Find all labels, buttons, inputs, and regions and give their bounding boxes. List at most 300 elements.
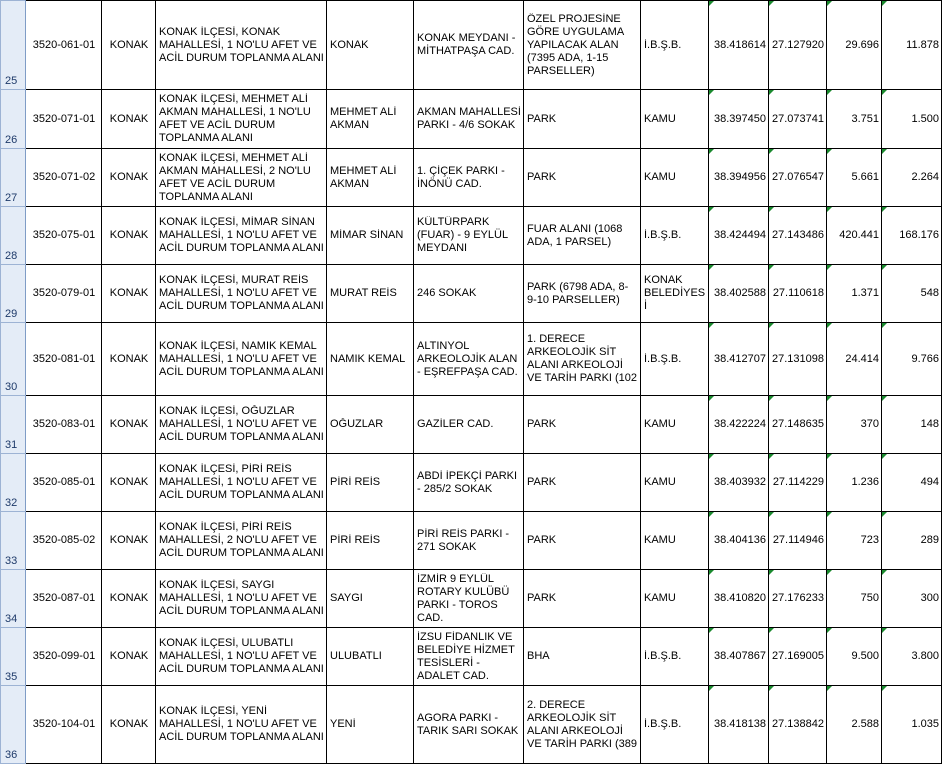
cell-note[interactable]: [524, 207, 641, 265]
cell-area[interactable]: [827, 570, 882, 628]
cell-latitude[interactable]: [709, 628, 769, 686]
cell-area-text: 5.661: [851, 171, 879, 183]
cell-code-text: 3520-079-01: [32, 287, 96, 299]
cell-description[interactable]: [156, 207, 327, 265]
cell-note-text: BHA: [527, 650, 550, 662]
cell-location[interactable]: [414, 570, 524, 628]
cell-note-text: PARK: [527, 476, 557, 488]
cell-latitude-text: 38.418614: [714, 38, 766, 51]
cell-longitude[interactable]: [769, 265, 827, 323]
cell-code[interactable]: [26, 570, 102, 628]
cell-capacity-text: 494: [920, 476, 939, 488]
row-header[interactable]: [1, 454, 26, 512]
cell-note[interactable]: [524, 628, 641, 686]
cell-neighborhood[interactable]: [327, 1, 414, 90]
cell-note[interactable]: [524, 570, 641, 628]
cell-district[interactable]: [102, 90, 156, 149]
cell-district-text: KONAK: [109, 534, 149, 546]
cell-area[interactable]: [827, 686, 882, 764]
cell-description-text: KONAK İLÇESİ, OĞUZLAR MAHALLESİ, 1 NO'LU AFET VE ACİL DURUM TOPLANMA ALANI: [159, 405, 324, 443]
cell-district[interactable]: [102, 207, 156, 265]
cell-location-text: AKMAN MAHALLESİ PARKI - 4/6 SOKAK: [417, 106, 521, 131]
row-header-text: 28: [5, 250, 18, 262]
cell-latitude-text: 38.403932: [714, 476, 766, 488]
row-header[interactable]: [1, 512, 26, 570]
cell-code-text: 3520-099-01: [32, 650, 96, 662]
cell-description[interactable]: [156, 628, 327, 686]
cell-capacity[interactable]: [882, 149, 942, 207]
cell-description-text: KONAK İLÇESİ, MİMAR SİNAN MAHALLESİ, 1 NO'LU AFET VE ACİL DURUM TOPLANMA ALANI: [159, 216, 324, 254]
cell-district[interactable]: [102, 512, 156, 570]
cell-capacity[interactable]: [882, 628, 942, 686]
cell-longitude[interactable]: [769, 570, 827, 628]
cell-district[interactable]: [102, 686, 156, 764]
cell-note[interactable]: [524, 265, 641, 323]
cell-area-text: 723: [860, 534, 879, 546]
cell-code[interactable]: [26, 90, 102, 149]
cell-district[interactable]: [102, 323, 156, 396]
cell-code-text: 3520-083-01: [32, 418, 96, 430]
cell-area-text: 1.371: [851, 287, 879, 299]
cell-latitude-text: 38.404136: [714, 534, 766, 546]
cell-note[interactable]: [524, 1, 641, 90]
cell-note-text: 1. DERECE ARKEOLOJİK SİT ALANI ARKEOLOJİ VE TARİH PARKI (102: [527, 333, 638, 384]
cell-capacity[interactable]: [882, 454, 942, 512]
cell-owner[interactable]: [641, 207, 709, 265]
cell-neighborhood[interactable]: [327, 90, 414, 149]
cell-longitude-text: 27.148635: [772, 418, 824, 430]
table-row: [1, 90, 942, 149]
cell-owner-text: KAMU: [644, 476, 676, 488]
row-header-text: 34: [5, 613, 18, 625]
cell-neighborhood[interactable]: [327, 207, 414, 265]
cell-owner-text: KAMU: [644, 534, 676, 546]
cell-neighborhood-text: KONAK: [330, 38, 369, 51]
cell-code-text: 3520-085-01: [32, 476, 96, 488]
row-header-text: 29: [5, 308, 18, 320]
cell-code[interactable]: [26, 396, 102, 454]
cell-capacity-text: 9.766: [911, 352, 939, 365]
cell-description-text: KONAK İLÇESİ, MURAT REİS MAHALLESİ, 1 NO'LU AFET VE ACİL DURUM TOPLANMA ALANI: [159, 274, 324, 312]
cell-capacity[interactable]: [882, 265, 942, 323]
cell-longitude-text: 27.143486: [772, 229, 824, 241]
cell-capacity[interactable]: [882, 323, 942, 396]
row-header-text: 31: [5, 439, 18, 451]
cell-note-text: FUAR ALANI (1068 ADA, 1 PARSEL): [527, 222, 623, 248]
cell-location[interactable]: [414, 207, 524, 265]
row-header-text: 35: [5, 671, 18, 683]
cell-longitude[interactable]: [769, 90, 827, 149]
cell-longitude-text: 27.114946: [772, 534, 824, 546]
cell-code-text: 3520-071-01: [32, 112, 96, 125]
cell-district-text: KONAK: [109, 229, 149, 241]
cell-longitude-text: 27.110618: [772, 287, 824, 299]
cell-capacity-text: 168.176: [899, 229, 939, 241]
cell-owner[interactable]: [641, 149, 709, 207]
cell-description-text: KONAK İLÇESİ, PİRİ REİS MAHALLESİ, 2 NO'LU AFET VE ACİL DURUM TOPLANMA ALANI: [159, 521, 324, 559]
cell-location-text: KONAK MEYDANI - MİTHATPAŞA CAD.: [417, 32, 516, 57]
table-row: [1, 396, 942, 454]
cell-note[interactable]: [524, 512, 641, 570]
cell-capacity-text: 548: [920, 287, 939, 299]
cell-description[interactable]: [156, 512, 327, 570]
cell-longitude[interactable]: [769, 512, 827, 570]
cell-capacity-text: 300: [920, 592, 939, 604]
cell-code[interactable]: [26, 1, 102, 90]
cell-owner-text: İ.B.Ş.B.: [644, 352, 682, 365]
cell-note[interactable]: [524, 323, 641, 396]
cell-location-text: İZSU FİDANLIK VE BELEDİYE HİZMET TESİSLERİ - ADALET CAD.: [417, 630, 515, 682]
cell-longitude-text: 27.176233: [772, 592, 824, 604]
cell-code[interactable]: [26, 686, 102, 764]
cell-location-text: PİRİ REİS PARKI - 271 SOKAK: [417, 527, 510, 553]
cell-location-text: AGORA PARKI - TARIK SARI SOKAK: [417, 711, 519, 737]
cell-longitude-text: 27.114229: [772, 476, 824, 488]
cell-area-text: 29.696: [845, 38, 879, 51]
cell-latitude[interactable]: [709, 396, 769, 454]
cell-area[interactable]: [827, 323, 882, 396]
cell-description[interactable]: [156, 570, 327, 628]
cell-area-text: 3.751: [851, 112, 879, 125]
cell-neighborhood[interactable]: [327, 454, 414, 512]
cell-district[interactable]: [102, 628, 156, 686]
cell-owner[interactable]: [641, 570, 709, 628]
cell-capacity[interactable]: [882, 512, 942, 570]
cell-area[interactable]: [827, 628, 882, 686]
cell-location-text: ALTINYOL ARKEOLOJİK ALAN - EŞREFPAŞA CAD.: [417, 339, 518, 378]
cell-note-text: ÖZEL PROJESİNE GÖRE UYGULAMA YAPILACAK ALAN (7395 ADA, 1-15 PARSELLER): [527, 12, 624, 77]
table-row: [1, 454, 942, 512]
cell-latitude[interactable]: [709, 454, 769, 512]
cell-description-text: KONAK İLÇESİ, MEHMET ALİ AKMAN MAHALLESİ, 1 NO'LU AFET VE ACİL DURUM TOPLANMA ALANI: [159, 93, 311, 144]
table-row: [1, 512, 942, 570]
cell-description[interactable]: [156, 454, 327, 512]
cell-owner[interactable]: [641, 686, 709, 764]
cell-neighborhood[interactable]: [327, 628, 414, 686]
cell-longitude[interactable]: [769, 149, 827, 207]
cell-neighborhood[interactable]: [327, 149, 414, 207]
row-header[interactable]: [1, 90, 26, 149]
cell-code[interactable]: [26, 628, 102, 686]
cell-capacity[interactable]: [882, 686, 942, 764]
cell-location-text: ABDİ İPEKÇİ PARKI - 285/2 SOKAK: [417, 469, 518, 495]
cell-district-text: KONAK: [109, 287, 149, 299]
cell-code[interactable]: [26, 265, 102, 323]
cell-location-text: GAZİLER CAD.: [417, 418, 494, 430]
cell-neighborhood[interactable]: [327, 512, 414, 570]
cell-neighborhood-text: MEHMET ALİ AKMAN: [330, 106, 397, 131]
cell-neighborhood[interactable]: [327, 570, 414, 628]
cell-owner[interactable]: [641, 512, 709, 570]
row-header[interactable]: [1, 628, 26, 686]
cell-description-text: KONAK İLÇESİ, PİRİ REİS MAHALLESİ, 1 NO'LU AFET VE ACİL DURUM TOPLANMA ALANI: [159, 463, 324, 501]
cell-neighborhood-text: OĞUZLAR: [330, 418, 384, 430]
cell-district-text: KONAK: [109, 352, 149, 365]
cell-area[interactable]: [827, 265, 882, 323]
cell-longitude[interactable]: [769, 396, 827, 454]
cell-area-text: 750: [860, 592, 879, 604]
cell-description[interactable]: [156, 149, 327, 207]
cell-neighborhood-text: ULUBATLI: [330, 650, 382, 662]
cell-description[interactable]: [156, 90, 327, 149]
cell-latitude[interactable]: [709, 265, 769, 323]
row-header[interactable]: [1, 1, 26, 90]
cell-capacity-text: 3.800: [911, 650, 939, 662]
cell-neighborhood-text: PİRİ REİS: [330, 476, 381, 488]
cell-code-text: 3520-061-01: [32, 38, 96, 51]
cell-district-text: KONAK: [109, 418, 149, 430]
row-header-text: 33: [5, 555, 18, 567]
cell-latitude[interactable]: [709, 570, 769, 628]
cell-description[interactable]: [156, 396, 327, 454]
row-header-text: 27: [5, 192, 18, 204]
cell-note[interactable]: [524, 454, 641, 512]
cell-longitude[interactable]: [769, 628, 827, 686]
cell-description-text: KONAK İLÇESİ, NAMIK KEMAL MAHALLESİ, 1 NO'LU AFET VE ACİL DURUM TOPLANMA ALANI: [159, 339, 324, 378]
cell-location[interactable]: [414, 90, 524, 149]
cell-owner-text: KAMU: [644, 418, 676, 430]
cell-neighborhood-text: MEHMET ALİ AKMAN: [330, 164, 397, 190]
table-row: [1, 323, 942, 396]
cell-location[interactable]: [414, 323, 524, 396]
cell-capacity[interactable]: [882, 396, 942, 454]
row-header[interactable]: [1, 323, 26, 396]
cell-location-text: KÜLTÜRPARK (FUAR) - 9 EYLÜL MEYDANI: [417, 216, 508, 254]
row-header-text: 36: [5, 749, 18, 761]
cell-capacity[interactable]: [882, 570, 942, 628]
cell-capacity-text: 1.035: [911, 718, 939, 730]
cell-location[interactable]: [414, 628, 524, 686]
cell-longitude-text: 27.138842: [772, 718, 824, 730]
cell-latitude-text: 38.394956: [714, 171, 766, 183]
cell-note[interactable]: [524, 90, 641, 149]
cell-owner-text: İ.B.Ş.B.: [644, 718, 682, 730]
cell-area-text: 2.588: [851, 718, 879, 730]
cell-capacity-text: 148: [920, 418, 939, 430]
cell-note[interactable]: [524, 396, 641, 454]
row-header-text: 25: [5, 75, 18, 87]
cell-location-text: İZMİR 9 EYLÜL ROTARY KULÜBÜ PARKI - TOROS CAD.: [417, 572, 510, 624]
cell-district[interactable]: [102, 149, 156, 207]
row-header[interactable]: [1, 149, 26, 207]
cell-district-text: KONAK: [109, 718, 149, 730]
cell-description-text: KONAK İLÇESİ, KONAK MAHALLESİ, 1 NO'LU AFET VE ACİL DURUM TOPLANMA ALANI: [159, 25, 324, 64]
cell-owner[interactable]: [641, 90, 709, 149]
cell-note-text: 2. DERECE ARKEOLOJİK SİT ALANI ARKEOLOJİ VE TARİH PARKI (389: [527, 698, 638, 750]
cell-neighborhood-text: SAYGI: [330, 592, 363, 604]
cell-note[interactable]: [524, 686, 641, 764]
row-header[interactable]: [1, 207, 26, 265]
row-header-text: 30: [5, 381, 18, 393]
cell-location[interactable]: [414, 1, 524, 90]
cell-code-text: 3520-087-01: [32, 592, 96, 604]
cell-latitude-text: 38.422224: [714, 418, 766, 430]
cell-capacity[interactable]: [882, 207, 942, 265]
cell-description[interactable]: [156, 686, 327, 764]
table-row: [1, 686, 942, 764]
cell-district[interactable]: [102, 454, 156, 512]
cell-longitude-text: 27.127920: [772, 38, 824, 51]
cell-latitude[interactable]: [709, 323, 769, 396]
cell-owner-text: KAMU: [644, 112, 676, 125]
cell-owner[interactable]: [641, 454, 709, 512]
cell-description-text: KONAK İLÇESİ, YENİ MAHALLESİ, 1 NO'LU AFET VE ACİL DURUM TOPLANMA ALANI: [159, 705, 324, 743]
cell-latitude-text: 38.410820: [714, 592, 766, 604]
cell-district-text: KONAK: [109, 650, 149, 662]
row-header-text: 32: [5, 497, 18, 509]
cell-owner[interactable]: [641, 628, 709, 686]
table-row: [1, 570, 942, 628]
cell-owner-text: KONAK BELEDİYESİ: [644, 274, 706, 312]
row-header[interactable]: [1, 570, 26, 628]
cell-capacity[interactable]: [882, 90, 942, 149]
cell-owner-text: İ.B.Ş.B.: [644, 650, 682, 662]
cell-latitude-text: 38.412707: [714, 352, 766, 365]
cell-capacity-text: 1.500: [911, 112, 939, 125]
cell-latitude[interactable]: [709, 1, 769, 90]
cell-capacity-text: 289: [920, 534, 939, 546]
cell-note-text: PARK: [527, 534, 557, 546]
table-row: [1, 149, 942, 207]
cell-owner[interactable]: [641, 323, 709, 396]
cell-neighborhood-text: PİRİ REİS: [330, 534, 381, 546]
cell-latitude[interactable]: [709, 512, 769, 570]
cell-district-text: KONAK: [109, 171, 149, 183]
cell-district[interactable]: [102, 1, 156, 90]
cell-area[interactable]: [827, 1, 882, 90]
cell-code[interactable]: [26, 454, 102, 512]
table-row: [1, 207, 942, 265]
cell-description-text: KONAK İLÇESİ, MEHMET ALİ AKMAN MAHALLESİ, 2 NO'LU AFET VE ACİL DURUM TOPLANMA ALANI: [159, 151, 311, 203]
cell-code[interactable]: [26, 323, 102, 396]
cell-longitude-text: 27.073741: [772, 112, 824, 125]
cell-note-text: PARK: [527, 418, 557, 430]
row-header-text: 26: [5, 134, 18, 146]
cell-district[interactable]: [102, 570, 156, 628]
table-row: [1, 265, 942, 323]
cell-neighborhood-text: YENİ: [330, 718, 356, 730]
cell-neighborhood-text: MURAT REİS: [330, 287, 397, 299]
cell-district-text: KONAK: [109, 38, 149, 51]
cell-code[interactable]: [26, 149, 102, 207]
cell-neighborhood[interactable]: [327, 686, 414, 764]
cell-latitude[interactable]: [709, 207, 769, 265]
cell-code-text: 3520-104-01: [32, 718, 96, 730]
cell-code[interactable]: [26, 512, 102, 570]
cell-neighborhood-text: NAMIK KEMAL: [330, 352, 406, 365]
cell-note-text: PARK (6798 ADA, 8-9-10 PARSELLER): [527, 280, 629, 306]
cell-longitude-text: 27.076547: [772, 171, 824, 183]
cell-district[interactable]: [102, 396, 156, 454]
cell-district-text: KONAK: [109, 476, 149, 488]
cell-location[interactable]: [414, 512, 524, 570]
cell-note-text: PARK: [527, 171, 557, 183]
cell-neighborhood[interactable]: [327, 265, 414, 323]
cell-longitude[interactable]: [769, 1, 827, 90]
cell-capacity-text: 11.878: [906, 38, 939, 51]
cell-note[interactable]: [524, 149, 641, 207]
cell-note-text: PARK: [527, 592, 557, 604]
cell-owner[interactable]: [641, 265, 709, 323]
cell-area[interactable]: [827, 454, 882, 512]
cell-area-text: 1.236: [851, 476, 879, 488]
cell-area-text: 420.441: [839, 229, 879, 241]
cell-description-text: KONAK İLÇESİ, SAYGI MAHALLESİ, 1 NO'LU AFET VE ACİL DURUM TOPLANMA ALANI: [159, 579, 324, 617]
cell-location[interactable]: [414, 265, 524, 323]
cell-location[interactable]: [414, 396, 524, 454]
cell-description[interactable]: [156, 265, 327, 323]
cell-latitude[interactable]: [709, 149, 769, 207]
cell-code[interactable]: [26, 207, 102, 265]
cell-latitude[interactable]: [709, 686, 769, 764]
cell-longitude-text: 27.131098: [772, 352, 824, 365]
cell-latitude-text: 38.402588: [714, 287, 766, 299]
cell-area[interactable]: [827, 207, 882, 265]
row-header[interactable]: [1, 686, 26, 764]
cell-owner[interactable]: [641, 396, 709, 454]
cell-description-text: KONAK İLÇESİ, ULUBATLI MAHALLESİ, 1 NO'LU AFET VE ACİL DURUM TOPLANMA ALANI: [159, 637, 324, 675]
cell-longitude[interactable]: [769, 454, 827, 512]
row-header[interactable]: [1, 265, 26, 323]
table-row: [1, 628, 942, 686]
cell-location-text: 246 SOKAK: [417, 287, 477, 299]
cell-capacity-text: 2.264: [911, 171, 939, 183]
cell-latitude-text: 38.424494: [714, 229, 766, 241]
cell-area[interactable]: [827, 149, 882, 207]
cell-district-text: KONAK: [109, 112, 149, 125]
cell-latitude-text: 38.397450: [714, 112, 766, 125]
cell-location[interactable]: [414, 149, 524, 207]
cell-latitude[interactable]: [709, 90, 769, 149]
cell-owner-text: İ.B.Ş.B.: [644, 229, 682, 241]
cell-owner-text: İ.B.Ş.B.: [644, 38, 682, 51]
cell-code-text: 3520-085-02: [32, 534, 96, 546]
cell-owner[interactable]: [641, 1, 709, 90]
cell-location-text: 1. ÇİÇEK PARKI - İNÖNÜ CAD.: [417, 164, 505, 190]
cell-longitude[interactable]: [769, 323, 827, 396]
cell-owner-text: KAMU: [644, 171, 676, 183]
cell-neighborhood[interactable]: [327, 323, 414, 396]
cell-code-text: 3520-081-01: [32, 352, 96, 365]
cell-neighborhood-text: MİMAR SİNAN: [330, 229, 404, 241]
cell-area[interactable]: [827, 396, 882, 454]
cell-longitude-text: 27.169005: [772, 650, 824, 662]
cell-location[interactable]: [414, 686, 524, 764]
cell-capacity[interactable]: [882, 1, 942, 90]
cell-longitude[interactable]: [769, 207, 827, 265]
cell-note-text: PARK: [527, 112, 557, 125]
cell-latitude-text: 38.418138: [714, 718, 766, 730]
cell-location[interactable]: [414, 454, 524, 512]
cell-area-text: 24.414: [845, 352, 879, 365]
cell-description[interactable]: [156, 323, 327, 396]
cell-description[interactable]: [156, 1, 327, 90]
cell-area-text: 370: [860, 418, 879, 430]
cell-neighborhood[interactable]: [327, 396, 414, 454]
cell-district[interactable]: [102, 265, 156, 323]
row-header[interactable]: [1, 396, 26, 454]
cell-longitude[interactable]: [769, 686, 827, 764]
cell-latitude-text: 38.407867: [714, 650, 766, 662]
cell-district-text: KONAK: [109, 592, 149, 604]
cell-code-text: 3520-071-02: [32, 171, 96, 183]
table-row: [1, 1, 942, 90]
cell-area[interactable]: [827, 90, 882, 149]
cell-code-text: 3520-075-01: [32, 229, 96, 241]
cell-area[interactable]: [827, 512, 882, 570]
cell-owner-text: KAMU: [644, 592, 676, 604]
cell-area-text: 9.500: [851, 650, 879, 662]
